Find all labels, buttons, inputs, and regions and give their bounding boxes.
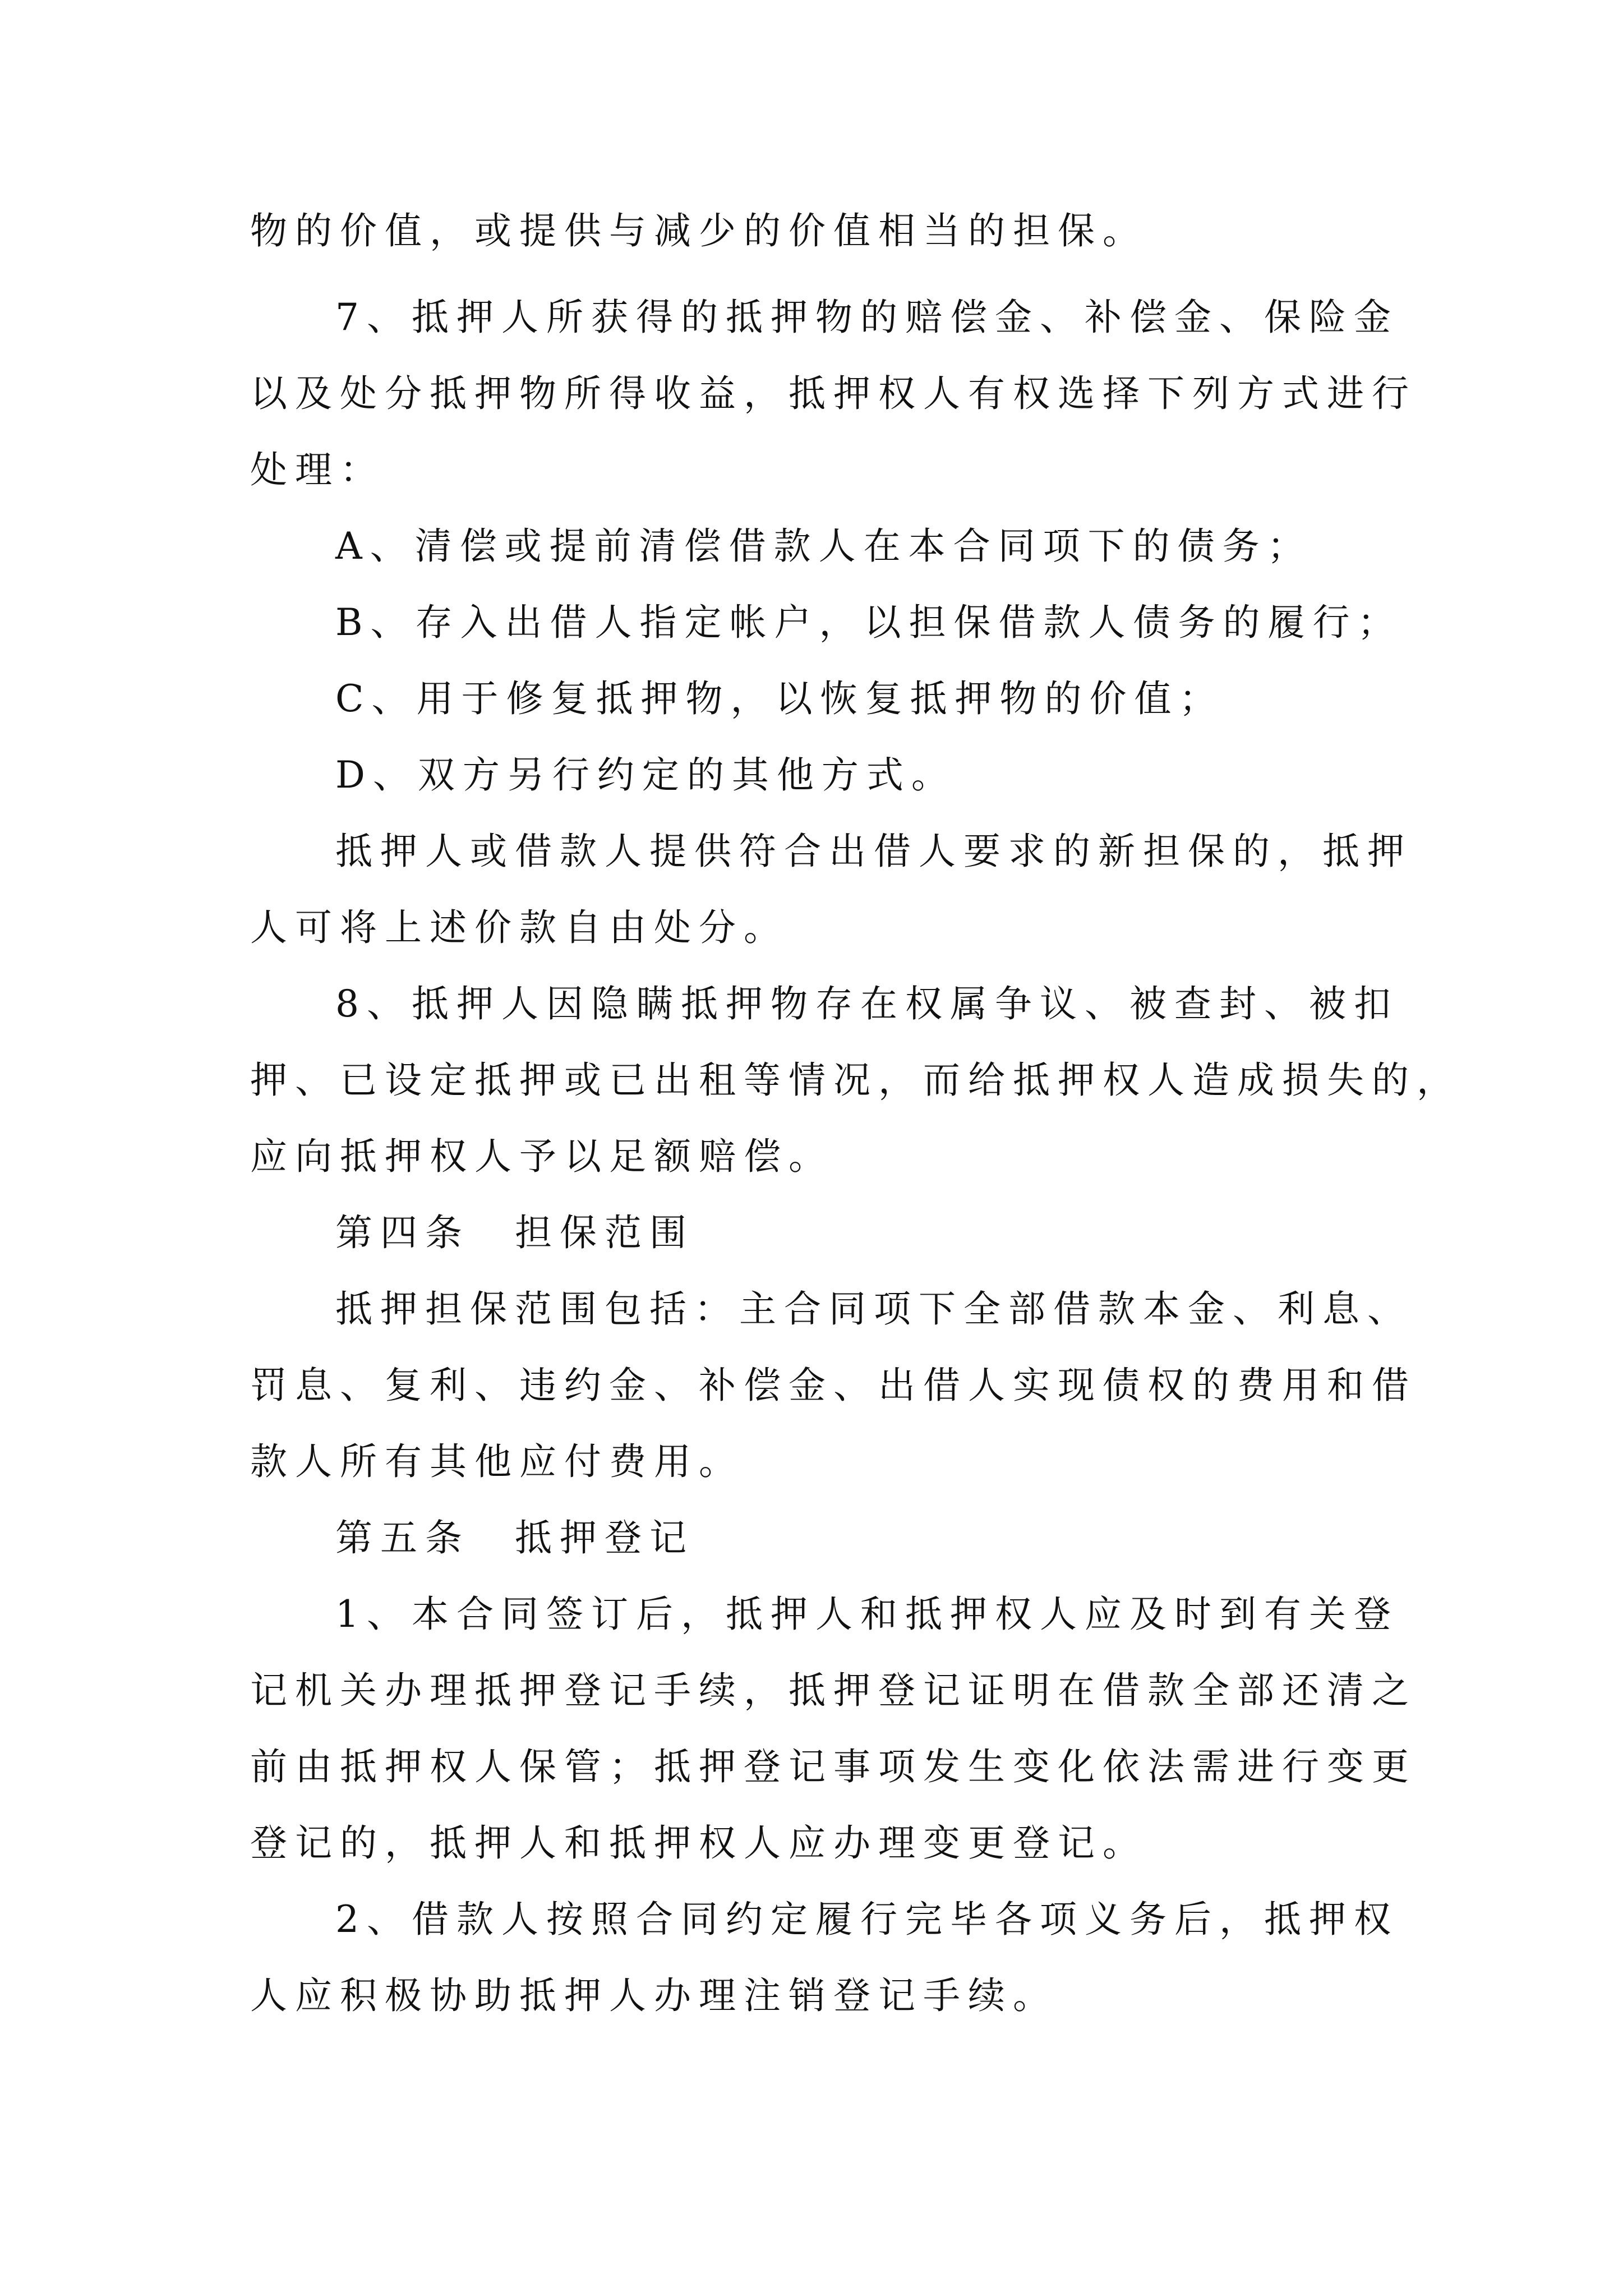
clause-2-line: 2、借款人按照合同约定履行完毕各项义务后，抵押权 (335, 1898, 1399, 1941)
clause-8-line: 8、抵押人因隐瞒抵押物存在权属争议、被查封、被扣 (335, 982, 1399, 1025)
text-line: 记机关办理抵押登记手续，抵押登记证明在借款全部还清之 (250, 1669, 1417, 1712)
text-line: 款人所有其他应付费用。 (250, 1440, 744, 1483)
clause-7-line: 7、抵押人所获得的抵押物的赔偿金、补偿金、保险金 (335, 296, 1399, 339)
text-line: 人应积极协助抵押人办理注销登记手续。 (250, 1974, 1058, 2017)
clause-1-line: 1、本合同签订后，抵押人和抵押权人应及时到有关登 (335, 1593, 1399, 1636)
article-4-heading: 第四条 担保范围 (335, 1211, 694, 1254)
text-line: 处理： (250, 448, 385, 491)
text-line: 应向抵押权人予以足额赔偿。 (250, 1135, 833, 1178)
text-line: 物的价值，或提供与减少的价值相当的担保。 (250, 209, 1147, 252)
option-a-line: A、清偿或提前清偿借款人在本合同项下的债务； (335, 524, 1312, 568)
option-c-line: C、用于修复抵押物，以恢复抵押物的价值； (335, 677, 1224, 720)
option-b-line: B、存入出借人指定帐户，以担保借款人债务的履行； (335, 601, 1403, 644)
text-line: 前由抵押权人保管；抵押登记事项发生变化依法需进行变更 (250, 1745, 1417, 1788)
article-5-heading: 第五条 抵押登记 (335, 1516, 694, 1559)
text-line: 人可将上述价款自由处分。 (250, 906, 789, 949)
text-line: 罚息、复利、违约金、补偿金、出借人实现债权的费用和借 (250, 1364, 1417, 1407)
paragraph-line: 抵押担保范围包括：主合同项下全部借款本金、利息、 (335, 1287, 1412, 1331)
text-line: 以及处分抵押物所得收益，抵押权人有权选择下列方式进行 (250, 372, 1417, 415)
text-line: 押、已设定抵押或已出租等情况，而给抵押权人造成损失的， (250, 1059, 1461, 1102)
text-line: 登记的，抵押人和抵押权人应办理变更登记。 (250, 1821, 1147, 1865)
paragraph-line: 抵押人或借款人提供符合出借人要求的新担保的，抵押 (335, 830, 1412, 873)
option-d-line: D、双方另行约定的其他方式。 (335, 753, 956, 797)
